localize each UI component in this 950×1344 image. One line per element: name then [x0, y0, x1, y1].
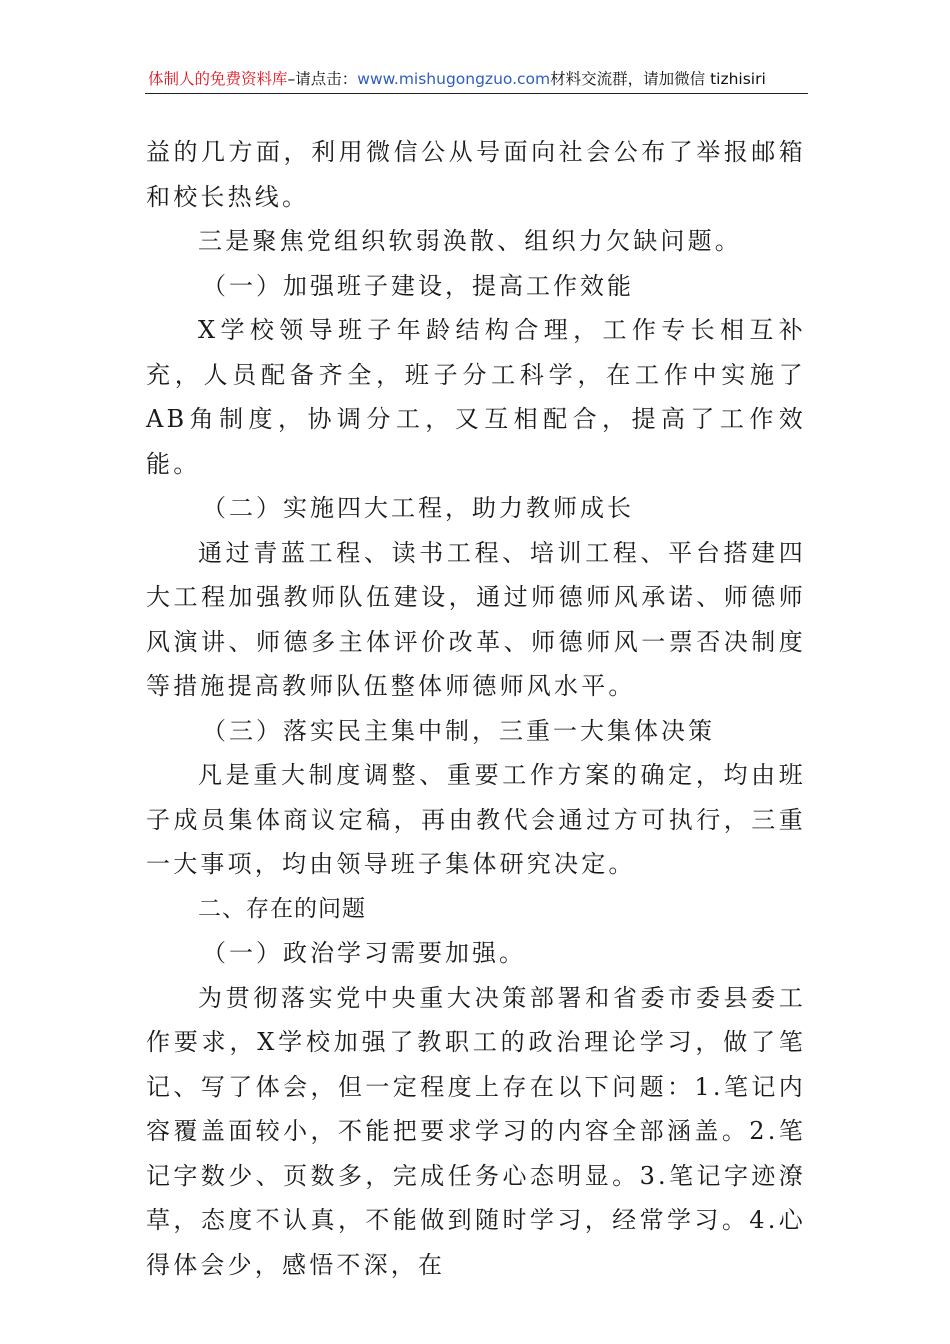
paragraph-point-three: 三是聚焦党组织软弱涣散、组织力欠缺问题。 — [198, 227, 742, 255]
subheading-one: （一）加强班子建设，提高工作效能 — [202, 271, 634, 300]
paragraph-study-problems: 为贯彻落实党中央重大决策部署和省委市委县委工作要求，X学校加强了教职工的政治理论学习，做了笔记、写了体会，但一定程度上存在以下问题：1.笔记内容覆盖面较小，不能把要求学习的内容全部涵盖。2.笔记字数少、页数多，完成任务心态明显。3.笔记字迹潦草，态度不认真，不能做到随时学习，经常学习。4.心得体会少，感悟不深，在 — [146, 983, 806, 1279]
header-divider — [145, 93, 808, 94]
header-prompt: –请点击： — [287, 70, 358, 88]
paragraph-leadership: X学校领导班子年龄结构合理，工作专长相互补充，人员配备齐全，班子分工科学，在工作中实施了AB角制度，协调分工，又互相配合，提高了工作效能。 — [146, 316, 806, 478]
header-contact: 材料交流群，请加微信 tizhisiri — [550, 70, 766, 88]
subheading-three: （三）落实民主集中制，三重一大集体决策 — [202, 716, 715, 745]
paragraph-four-projects: 通过青蓝工程、读书工程、培训工程、平台搭建四大工程加强教师队伍建设，通过师德师风承诺、师德师风演讲、师德多主体评价改革、师德师风一票否决制度等措施提高教师队伍整体师德师风水平。 — [146, 538, 806, 700]
paragraph-continuation: 益的几方面，利用微信公从号面向社会公布了举报邮箱和校长热线。 — [146, 138, 806, 211]
subheading-two: （二）实施四大工程，助力教师成长 — [202, 494, 634, 522]
header-brand: 体制人的免费资料库 — [148, 70, 288, 88]
document-body — [146, 130, 806, 1287]
paragraph-decision-making: 凡是重大制度调整、重要工作方案的确定，均由班子成员集体商议定稿，再由教代会通过方可执行，三重一大事项，均由领导班子集体研究决定。 — [146, 761, 806, 878]
page-header — [148, 68, 808, 90]
subheading-political-study: （一）政治学习需要加强。 — [202, 939, 526, 967]
header-url-link[interactable]: www.mishugongzuo.com — [357, 70, 551, 88]
section-heading-problems: 二、存在的问题 — [198, 895, 366, 922]
